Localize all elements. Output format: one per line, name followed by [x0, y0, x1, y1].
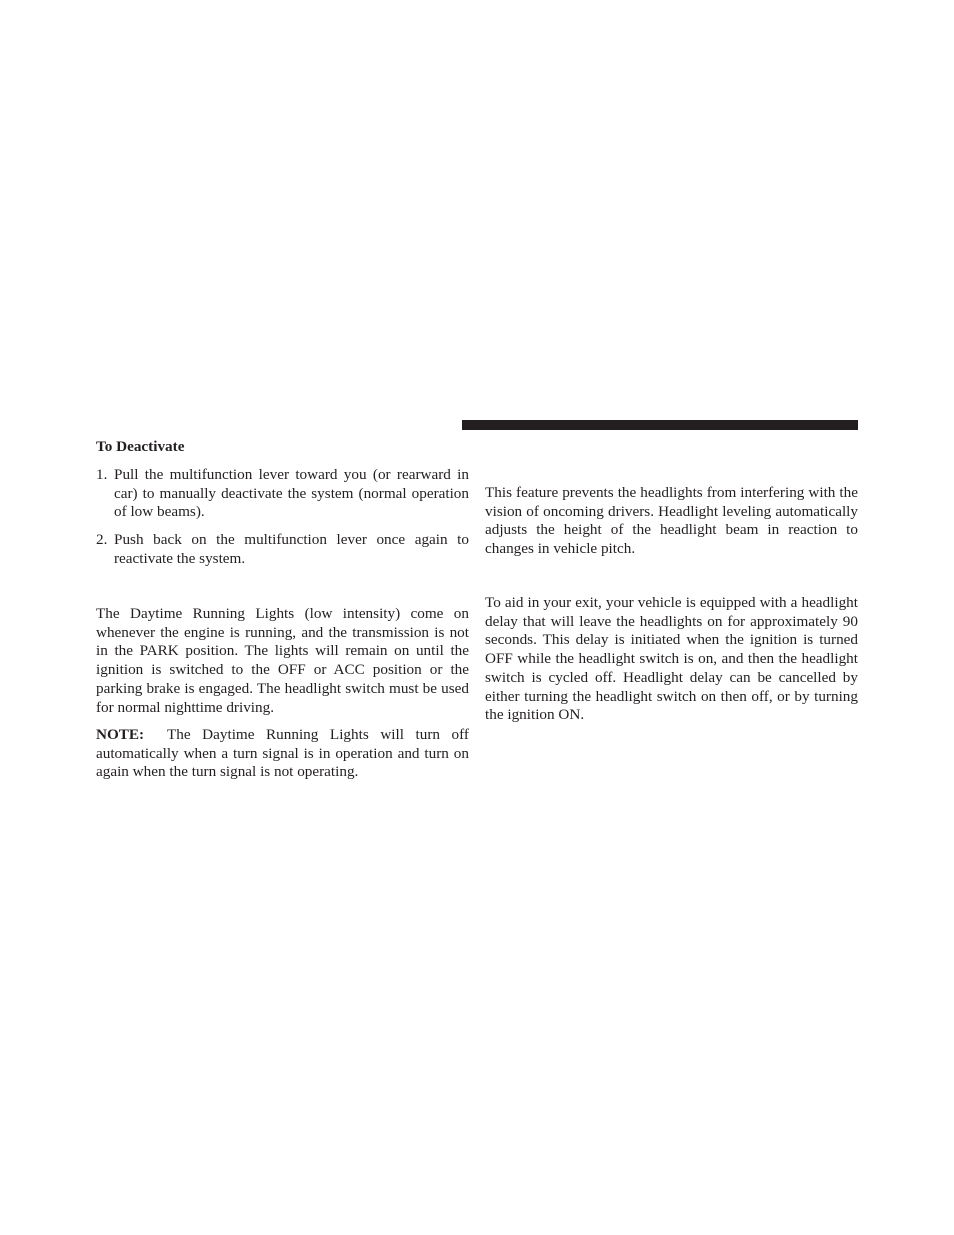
list-item: [96, 466, 469, 522]
step-text: Pull the multifunction lever toward you (or rearward in car) to manually deactivate the system (normal operation of low beams).: [114, 466, 469, 521]
step-text: Push back on the multifunction lever once again to reactivate the system.: [114, 531, 469, 567]
step-number: 2.: [96, 531, 108, 549]
section-divider-bar: [462, 420, 858, 430]
note-label: NOTE:: [96, 726, 145, 743]
section-heading-to-deactivate: To Deactivate: [96, 438, 185, 455]
headlight-leveling-paragraph: This feature prevents the headlights from interfering with the vision of oncoming drivers. Headlight leveling automatically adjusts the height of the headlight beam in reaction to changes in vehicle pitch.: [485, 484, 858, 558]
deactivate-steps-list: [96, 466, 469, 569]
headlight-delay-paragraph: To aid in your exit, your vehicle is equipped with a headlight delay that will leave the headlights on for approximately 90 seconds. This delay is initiated when the ignition is turned OFF while the headlight switch is on, and then the headlight switch is cycled off. Headlight delay can be cancelled by either turning the headlight switch on then off, or by turning the ignition ON.: [485, 594, 858, 724]
drl-paragraph: The Daytime Running Lights (low intensity) come on whenever the engine is running, and the transmission is not in the PARK position. The lights will remain on until the ignition is switched to the OFF or ACC position or the parking brake is engaged. The headlight switch must be used for normal nighttime driving.: [96, 605, 469, 716]
note-text: The Daytime Running Lights will turn off automatically when a turn signal is in operation and turn on again when the turn signal is not operating.: [96, 726, 469, 781]
note-paragraph: [96, 726, 469, 782]
list-item: [96, 531, 469, 568]
step-number: 1.: [96, 466, 108, 483]
